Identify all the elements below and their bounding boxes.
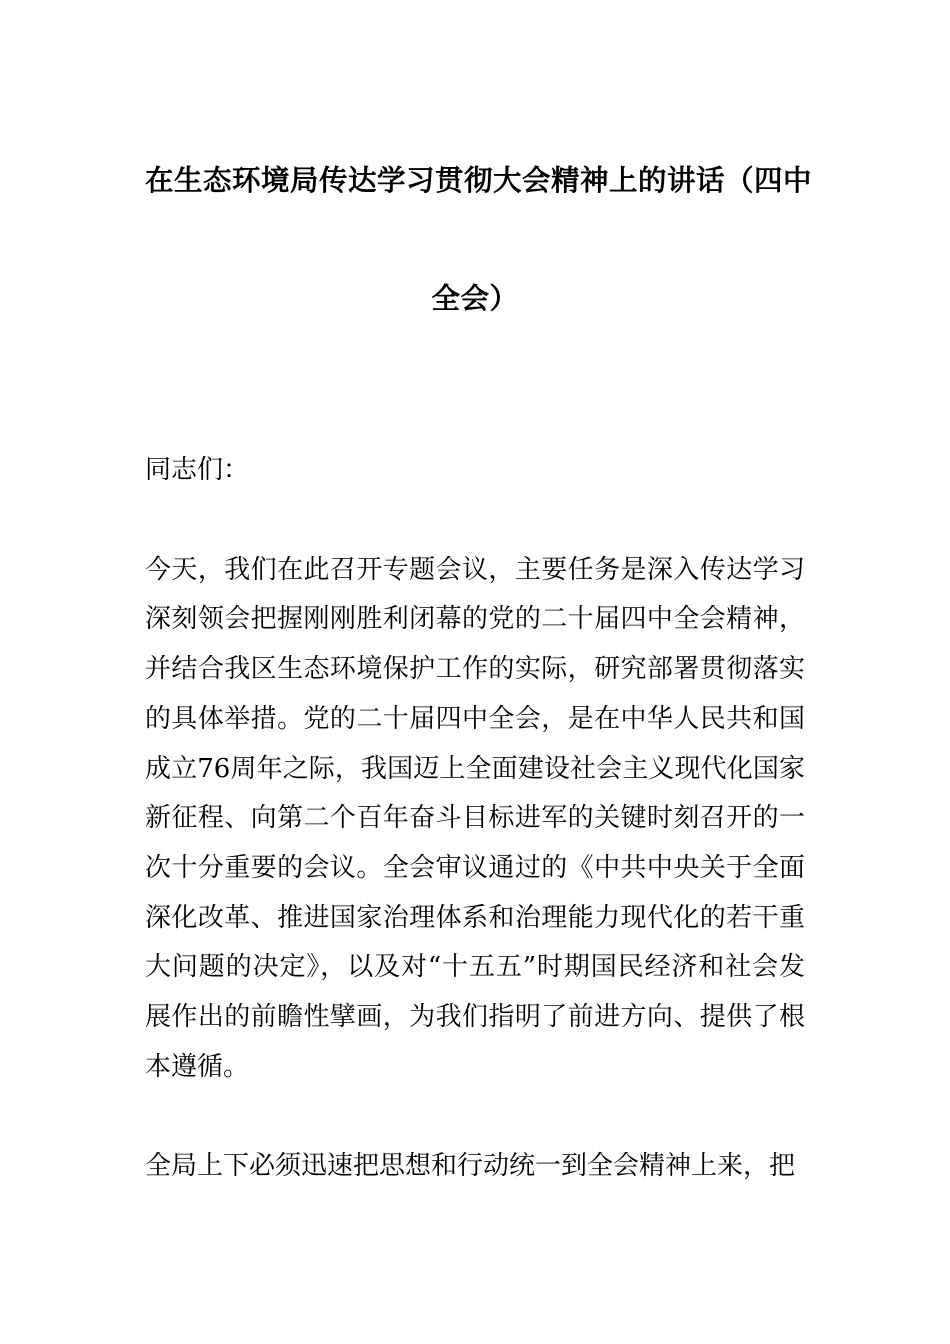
- document-title: [145, 121, 813, 357]
- title-line-2: 全会）: [431, 281, 519, 315]
- salutation-paragraph: 同志们：: [145, 455, 250, 485]
- continuation-paragraph: 全局上下必须迅速把思想和行动统一到全会精神上来，把: [145, 1151, 796, 1182]
- title-line-1: 在生态环境局传达学习贯彻大会精神上的讲话（四中: [145, 163, 813, 197]
- main-body-paragraph: 今天，我们在此召开专题会议，主要任务是深入传达学习深刻领会把握刚刚胜利闭幕的党的二十届四中全会精神，并结合我区生态环境保护工作的实际，研究部署贯彻落实的具体举措。党的二十届四中全会，是在中华人民共和国成立76周年之际，我国迈上全面建设社会主义现代化国家新征程、向第二个百年奋斗目标进军的关键时刻召开的一次十分重要的会议。全会审议通过的《中共中央关于全面深化改革、推进国家治理体系和治理能力现代化的若干重大问题的决定》，以及对“十五五”时期国民经济和社会发展作出的前瞻性擘画，为我们指明了前进方向、提供了根本遵循。: [145, 554, 805, 1082]
- document-content: [145, 121, 813, 1192]
